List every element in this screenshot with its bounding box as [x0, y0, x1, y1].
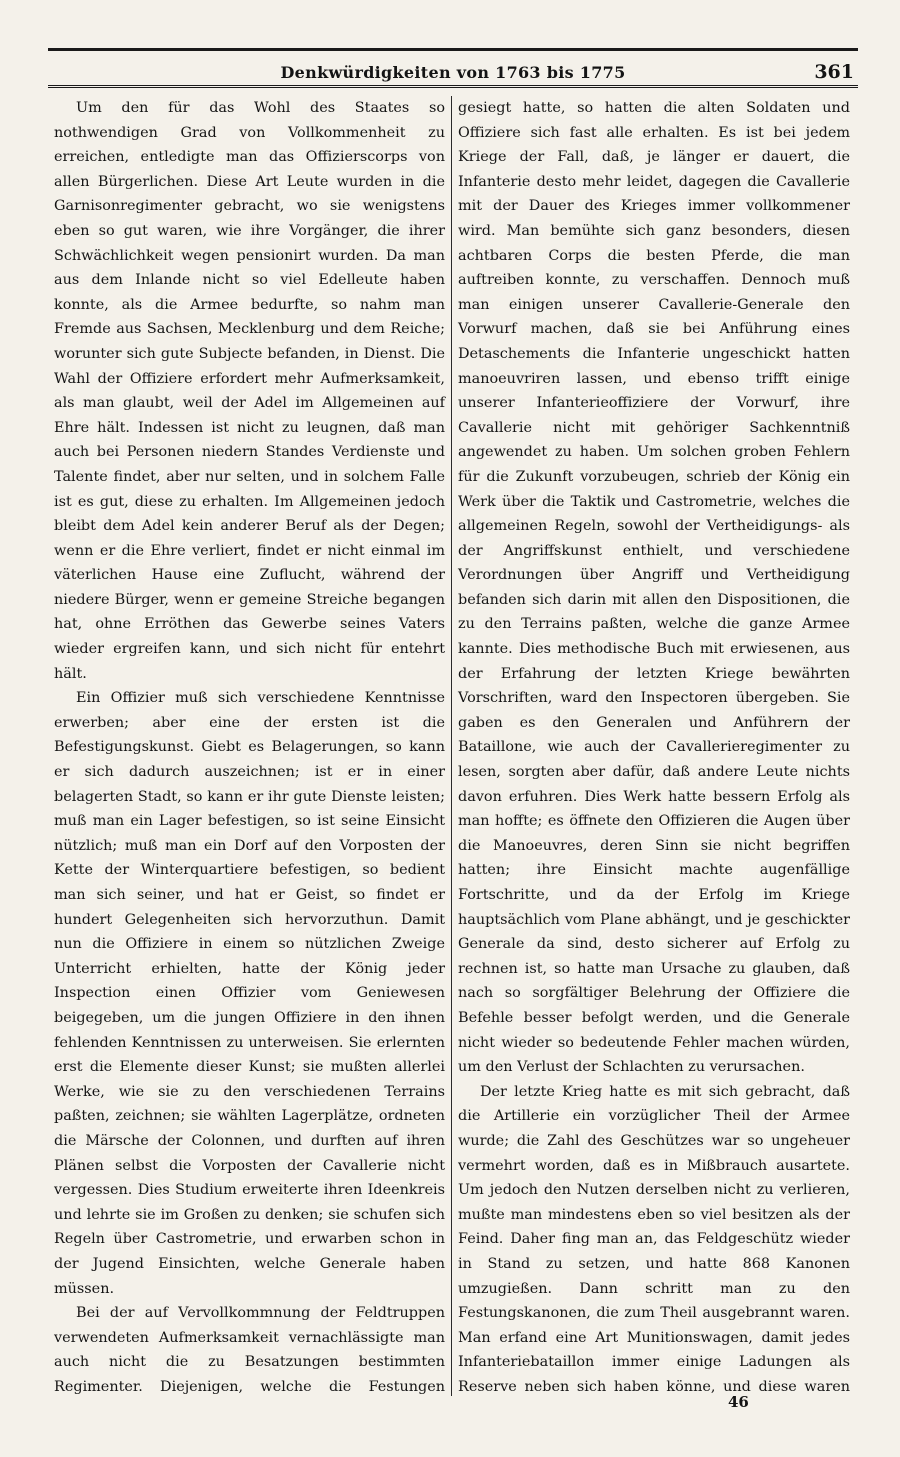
paragraph: Ein Offizier muß sich verschiedene Kenntnisse erwerben; aber eine der ersten ist die Befestigungskunst. Giebt es Belagerungen, so kann er sich dadurch auszeichnen; ist er in einer belagerten Stadt, so kann er ihr gute Dienste leisten; muß man ein Lager befestigen, so ist seine Einsicht nützlich; muß man ein Dorf auf den Vorposten der Kette der Winterquartiere befestigen, so bedient man sich seiner, und hat er Geist, so findet er hundert Gelegenheiten sich hervorzuthun. Damit nun die Offiziere in einem so nützlichen Zweige Unterricht erhielten, hatte der König jeder Inspection einen Offizier vom Geniewesen beigegeben, um die jungen Offiziere in den ihnen fehlenden Kenntnissen zu unterweisen. Sie erlernten erst die Elemente dieser Kunst; sie mußten allerlei Werke, wie sie zu den verschiedenen Terrains paßten, zeichnen; sie wählten Lagerplätze, ordneten die Märsche der Colonnen, und durften auf ihren Plänen selbst die Vorposten der Cavallerie nicht vergessen. Dies Studium erweiterte ihren Ideenkreis und lehrte sie im Großen zu denken; sie schufen sich Regeln über Castrometrie, und erwarben schon in der Jugend Einsichten, welche Generale haben müssen.	[54, 690, 445, 1297]
book-page	[48, 48, 858, 1428]
text-columns	[48, 96, 858, 1396]
paragraph: Bei der auf Vervollkommnung der Feldtruppen verwendeten Aufmerksamkeit vernachlässigte man auch nicht die zu Besatzungen bestimmten Regimenter. Diejenigen, welche die Festungen	[54, 1305, 445, 1395]
page-header	[48, 48, 858, 88]
printer-signature: 46	[728, 1393, 749, 1411]
paragraph: gesiegt hatte, so hatten die alten Soldaten und Offiziere sich fast alle erhalten. Es ist bei jedem Kriege der Fall, daß, je länger er dauert, die Infanterie desto mehr leidet, dagegen die Cavallerie mit der Dauer des Krieges immer vollkommener wird. Man bemühte sich ganz besonders, diesen achtbaren Corps die besten Pferde, die man auftreiben konnte, zu verschaffen. Dennoch muß man einigen unserer Cavallerie-Generale den Vorwurf machen, daß sie bei Anführung eines Detaschements die Infanterie ungeschickt hatten manoeuvriren lassen, und ebenso trifft einige unserer Infanterieoffiziere der Vorwurf, ihre Cavallerie nicht mit gehöriger Sachkenntniß angewendet zu haben. Um solchen groben Fehlern für die Zukunft vorzubeugen, schrieb der König ein Werk über die Taktik und Castrometrie, welches die allgemeinen Regeln, sowohl der Vertheidigungs- als der Angriffskunst enthielt, und verschiedene Verordnungen über Angriff und Vertheidigung befanden sich darin mit allen den Dispositionen, die zu den Terrains paßten, welche die ganze Armee kannte. Dies methodische Buch mit erwiesenen, aus der Erfahrung der letzten Kriege bewährten Vorschriften, ward den Inspectoren übergeben. Sie gaben es den Generalen und Anführern der Bataillone, wie auch der Cavallerieregimenter zu lesen, sorgten aber dafür, daß andere Leute nichts davon erfuhren. Dies Werk hatte bessern Erfolg als man hoffte; es öffnete den Offizieren die Augen über die Manoeuvres, deren Sinn sie nicht begriffen hatten; ihre Einsicht machte augenfällige Fortschritte, und da der Erfolg im Kriege hauptsächlich vom Plane abhängt, und je geschickter Generale da sind, desto sicherer auf Erfolg zu rechnen ist, so hatte man Ursache zu glauben, daß nach so sorgfältiger Belehrung der Offiziere die Befehle besser befolgt werden, und die Generale nicht wieder so bedeutende Fehler machen würden, um den Verlust der Schlachten zu verursachen.	[458, 100, 850, 1076]
left-column	[48, 96, 452, 1396]
paragraph: Um den für das Wohl des Staates so nothwendigen Grad von Vollkommenheit zu erreichen, entledigte man das Offizierscorps von allen Bürgerlichen. Diese Art Leute wurden in die Garnisonregimenter gebracht, wo sie wenigstens eben so gut waren, wie ihre Vorgänger, die ihrer Schwächlichkeit wegen pensionirt wurden. Da man aus dem Inlande nicht so viel Edelleute haben konnte, als die Armee bedurfte, so nahm man Fremde aus Sachsen, Mecklenburg und dem Reiche; worunter sich gute Subjecte befanden, in Dienst. Die Wahl der Offiziere erfordert mehr Aufmerksamkeit, als man glaubt, weil der Adel im Allgemeinen auf Ehre hält. Indessen ist nicht zu leugnen, daß man auch bei Personen niedern Standes Verdienste und Talente findet, aber nur selten, und in solchem Falle ist es gut, diese zu erhalten. Im Allgemeinen jedoch bleibt dem Adel kein anderer Beruf als der Degen; wenn er die Ehre verliert, findet er nicht einmal im väterlichen Hause eine Zuflucht, während der niedere Bürger, wenn er gemeine Streiche begangen hat, ohne Erröthen das Gewerbe seines Vaters wieder ergreifen kann, und sich nicht für entehrt hält.	[54, 100, 445, 682]
page-number: 361	[814, 61, 854, 83]
running-title: Denkwürdigkeiten von 1763 bis 1775	[280, 63, 626, 82]
paragraph: Der letzte Krieg hatte es mit sich gebracht, daß die Artillerie ein vorzüglicher Theil der Armee wurde; die Zahl des Geschützes war so ungeheuer vermehrt worden, daß es in Mißbrauch ausartete. Um jedoch den Nutzen derselben nicht zu verlieren, mußte man mindestens eben so viel besitzen als der Feind. Daher fing man an, das Feldgeschütz wieder in Stand zu setzen, und hatte 868 Kanonen umzugießen. Dann schritt man zu den Festungskanonen, die zum Theil ausgebrannt waren. Man erfand eine Art Munitionswagen, damit jedes Infanteriebataillon immer einige Ladungen als Reserve neben sich haben könne, und diese waren	[458, 1083, 850, 1395]
right-column	[452, 96, 856, 1396]
